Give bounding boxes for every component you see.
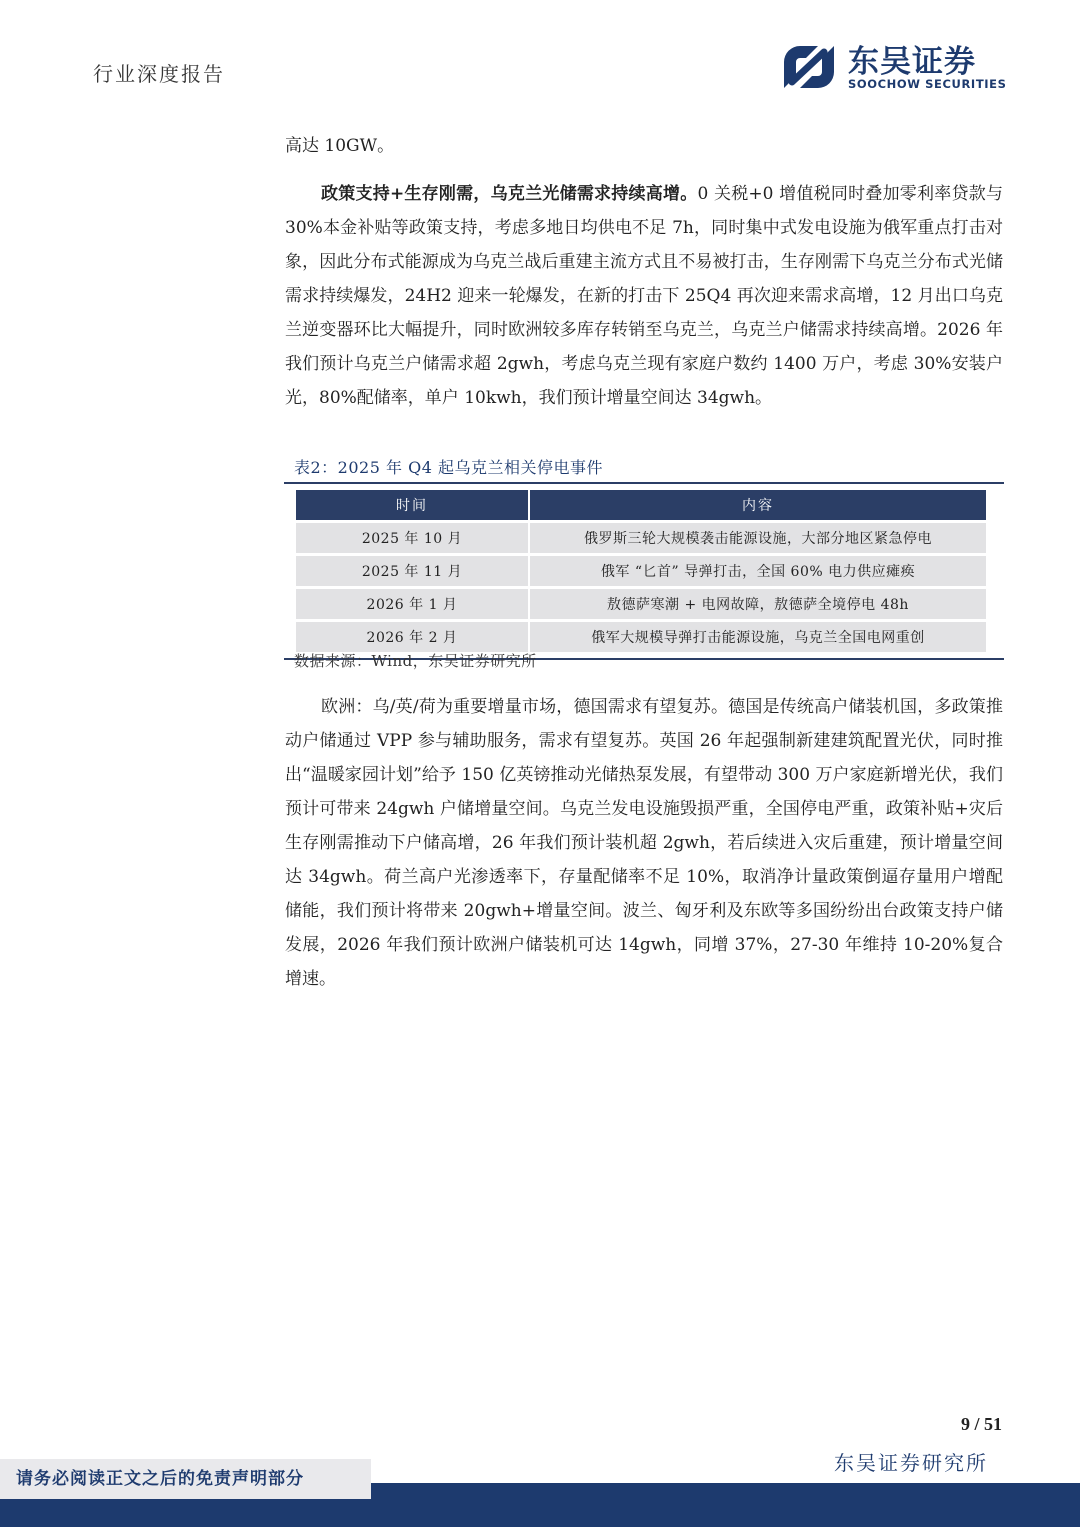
cell-time: 2026 年 2 月 <box>296 622 528 652</box>
table-row <box>296 523 986 553</box>
company-logo <box>778 40 1008 96</box>
paragraph-ukraine-lead: 政策支持+生存刚需，乌克兰光储需求持续高增。 <box>321 184 698 204</box>
table-source: 数据来源：Wind，东吴证券研究所 <box>294 652 537 670</box>
table-caption: 表2：2025 年 Q4 起乌克兰相关停电事件 <box>294 458 603 477</box>
cell-time: 2025 年 10 月 <box>296 523 528 553</box>
soochow-logo-icon <box>778 42 840 92</box>
cell-content: 俄罗斯三轮大规模袭击能源设施，大部分地区紧急停电 <box>530 523 986 553</box>
page-number: 9 / 51 <box>960 1414 1002 1434</box>
header-time: 时间 <box>296 490 528 520</box>
table-row <box>296 589 986 619</box>
cell-time: 2025 年 11 月 <box>296 556 528 586</box>
logo-chinese-name: 东吴证券 <box>848 44 976 80</box>
table-row <box>296 622 986 652</box>
logo-english-name: SOOCHOW SECURITIES <box>848 77 1007 91</box>
cell-time: 2026 年 1 月 <box>296 589 528 619</box>
cell-content: 俄军大规模导弹打击能源设施，乌克兰全国电网重创 <box>530 622 986 652</box>
outage-table-container <box>284 482 1004 660</box>
paragraph-ukraine <box>285 177 1003 415</box>
report-type-label: 行业深度报告 <box>93 62 225 86</box>
paragraph-continuation: 高达 10GW。 <box>285 136 395 156</box>
paragraph-europe: 欧洲：乌/英/荷为重要增量市场，德国需求有望复苏。德国是传统高户储装机国，多政策推动户储通过 VPP 参与辅助服务，需求有望复苏。英国 26 年起强制新建建筑配置光伏，同时推出“温暖家园计划”给予 150 亿英镑推动光储热泵发展，有望带动 300 万户家庭新增光伏，我们预计可带来 24gwh 户储增量空间。乌克兰发电设施毁损严重，全国停电严重，政策补贴+灾后生存刚需推动下户储高增，26 年我们预计装机超 2gwh，若后续进入灾后重建，预计增量空间达 34gwh。荷兰高户光渗透率下，存量配储率不足 10%，取消净计量政策倒逼存量用户增配储能，我们预计将带来 20gwh+增量空间。波兰、匈牙利及东欧等多国纷纷出台政策支持户储发展，2026 年我们预计欧洲户储装机可达 14gwh，同增 37%，27-30 年维持 10-20%复合增速。 <box>285 697 1003 989</box>
cell-content: 敖德萨寒潮 + 电网故障，敖德萨全境停电 48h <box>530 589 986 619</box>
disclaimer-notice: 请务必阅读正文之后的免责声明部分 <box>0 1459 371 1499</box>
footer-organization: 东吴证券研究所 <box>834 1451 988 1475</box>
table-header-row <box>296 490 986 520</box>
table-row <box>296 556 986 586</box>
cell-content: 俄军 “匕首” 导弹打击，全国 60% 电力供应瘫痪 <box>530 556 986 586</box>
outage-events-table <box>294 487 988 655</box>
header-content: 内容 <box>530 490 986 520</box>
paragraph-ukraine-body: 0 关税+0 增值税同时叠加零利率贷款与 30%本金补贴等政策支持，考虑多地日均供电不足 7h，同时集中式发电设施为俄军重点打击对象，因此分布式能源成为乌克兰战后重建主流方式且不易被打击，生存刚需下乌克兰分布式光储需求持续爆发，24H2 迎来一轮爆发，在新的打击下 25Q4 再次迎来需求高增，12 月出口乌克兰逆变器环比大幅提升，同时欧洲较多库存转销至乌克兰，乌克兰户储需求持续高增。2026 年我们预计乌克兰户储需求超 2gwh，考虑乌克兰现有家庭户数约 1400 万户，考虑 30%安装户光，80%配储率，单户 10kwh，我们预计增量空间达 34gwh。 <box>285 184 1003 408</box>
